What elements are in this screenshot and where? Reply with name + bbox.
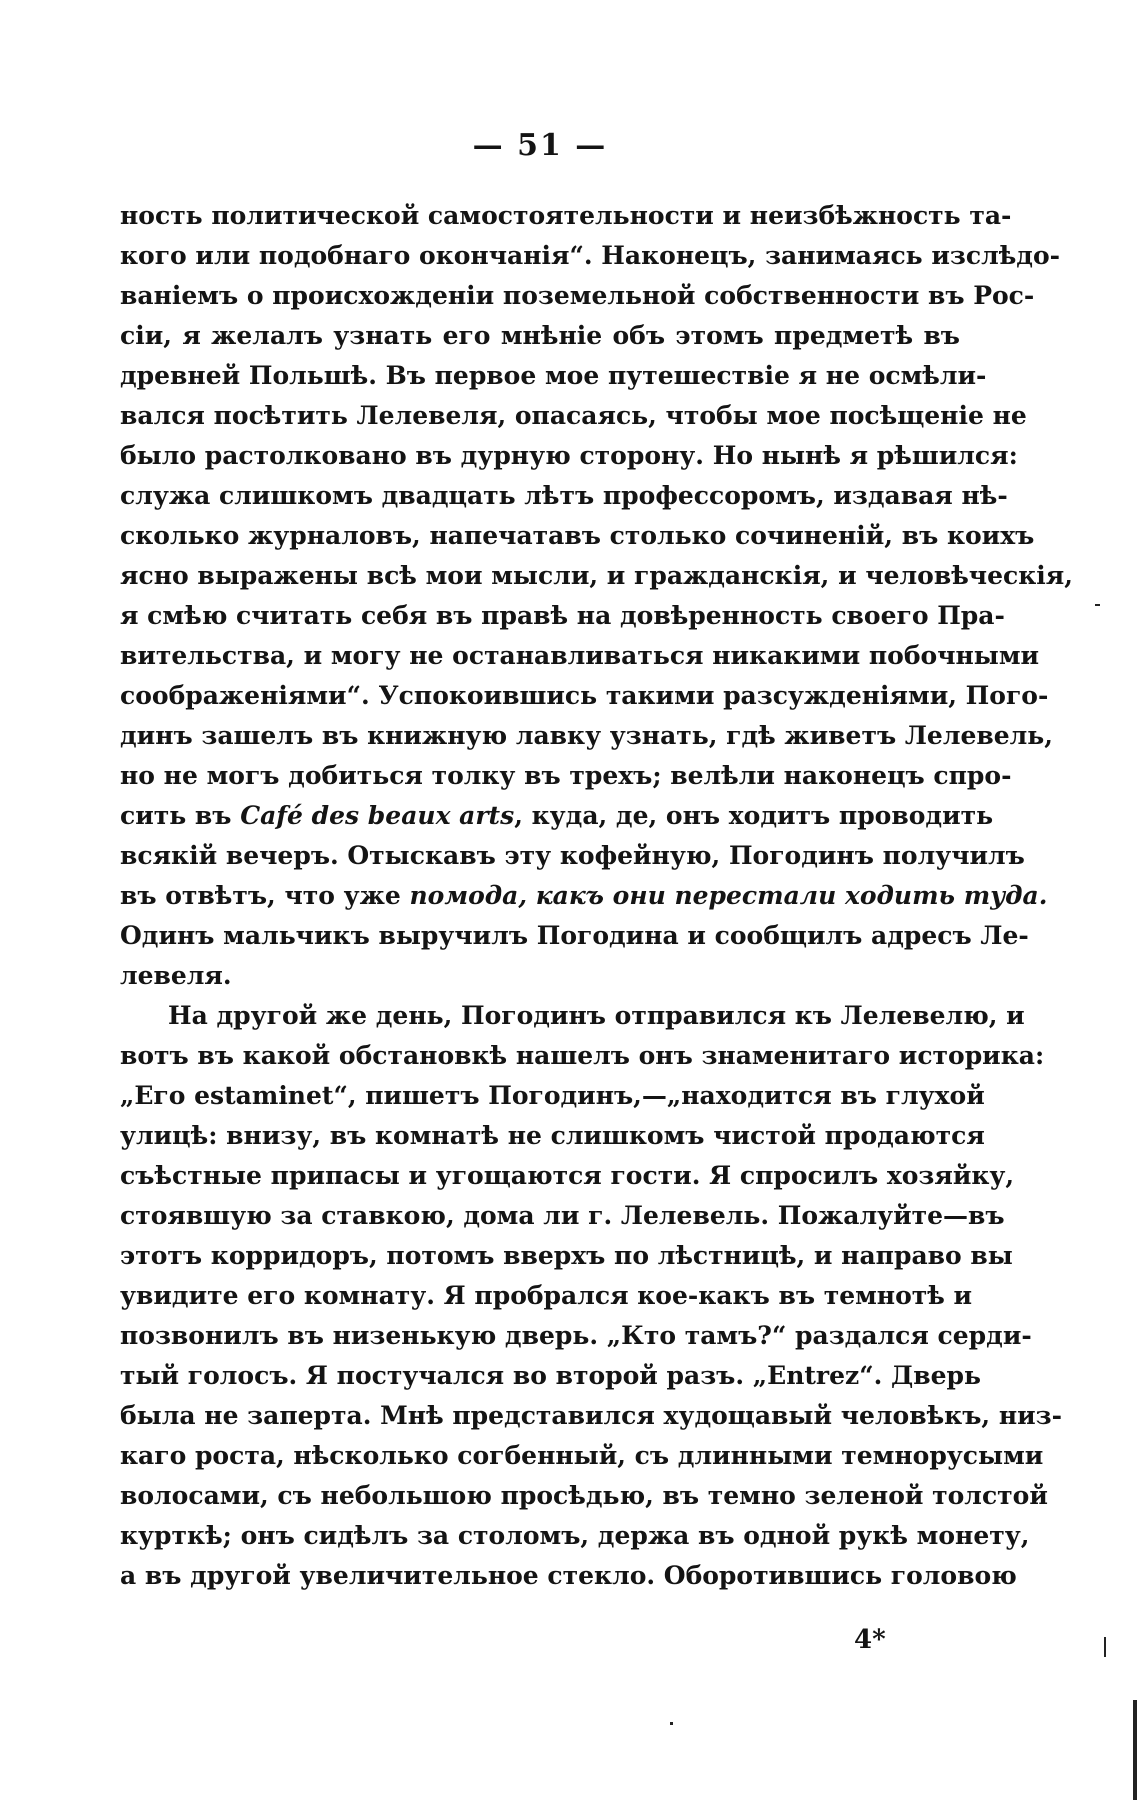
italic-quote: помода, какъ они перестали ходить туда. — [409, 881, 1048, 910]
italic-cafe-name: Café des beaux arts — [240, 801, 515, 830]
paragraph-start-line: На другой же день, Погодинъ отправился къ Лелевелю, и — [168, 1001, 1025, 1030]
scan-edge-mark — [1133, 1700, 1137, 1800]
text-line: каго роста, нѣсколько согбенный, съ длинными темнорусыми — [120, 1441, 1044, 1470]
text-line: древней Польшѣ. Въ первое мое путешествіе я не осмѣли- — [120, 361, 987, 390]
text-line: этотъ корридоръ, потомъ вверхъ по лѣстницѣ, и направо вы — [120, 1241, 1013, 1270]
scan-edge-mark — [1095, 604, 1100, 606]
body-text — [120, 196, 1073, 1596]
text-line: Одинъ мальчикъ выручилъ Погодина и сообщилъ адресъ Ле- — [120, 921, 1029, 950]
text-line: всякій вечеръ. Отыскавъ эту кофейную, Погодинъ получилъ — [120, 841, 1025, 870]
text-line: „Его estaminet“, пишетъ Погодинъ,—„находится въ глухой — [120, 1081, 985, 1110]
text-line: я смѣю считать себя въ правѣ на довѣренность своего Пра- — [120, 601, 1005, 630]
text-line: улицѣ: внизу, въ комнатѣ не слишкомъ чистой продаются — [120, 1121, 985, 1150]
text-line: съѣстные припасы и угощаются гости. Я спросилъ хозяйку, — [120, 1161, 1015, 1190]
text-line: соображеніями“. Успокоившись такими разсужденіями, Пого- — [120, 681, 1049, 710]
text-line: стоявшую за ставкою, дома ли г. Лелевель. Пожалуйте—въ — [120, 1201, 1005, 1230]
text-line: сколько журналовъ, напечатавъ столько сочиненій, въ коихъ — [120, 521, 1035, 550]
text-line: ясно выражены всѣ мои мысли, и гражданскія, и человѣческія, — [120, 561, 1073, 590]
scan-edge-mark — [670, 1722, 673, 1725]
text-line: сить въ Café des beaux arts, куда, де, онъ ходитъ проводить — [120, 801, 994, 830]
text-line: вотъ въ какой обстановкѣ нашелъ онъ знаменитаго историка: — [120, 1041, 1045, 1070]
signature-mark: 4* — [854, 1625, 886, 1655]
text-line: ность политической самостоятельности и неизбѣжность та- — [120, 201, 1012, 230]
text-line: но не могъ добиться толку въ трехъ; велѣли наконецъ спро- — [120, 761, 1012, 790]
text-line: было растолковано въ дурную сторону. Но нынѣ я рѣшился: — [120, 441, 1018, 470]
text-line: служа слишкомъ двадцать лѣтъ профессоромъ, издавая нѣ- — [120, 481, 1008, 510]
text-line: а въ другой увеличительное стекло. Оборотившись головою — [120, 1561, 1017, 1590]
text-line: была не заперта. Мнѣ представился худощавый человѣкъ, низ- — [120, 1401, 1062, 1430]
text-line: курткѣ; онъ сидѣлъ за столомъ, держа въ одной рукѣ монету, — [120, 1521, 1030, 1550]
text-line: въ отвѣтъ, что уже помода, какъ они перестали ходить туда. — [120, 881, 1048, 910]
text-line: сіи, я желалъ узнать его мнѣніе объ этомъ предметѣ въ — [120, 321, 960, 350]
text-line: вался посѣтить Лелевеля, опасаясь, чтобы мое посѣщеніе не — [120, 401, 1027, 430]
text-line: волосами, съ небольшою просѣдью, въ темно зеленой толстой — [120, 1481, 1048, 1510]
text-line: кого или подобнаго окончанія“. Наконецъ, занимаясь изслѣдо- — [120, 241, 1060, 270]
scan-edge-mark — [1104, 1637, 1106, 1657]
text-line: динъ зашелъ въ книжную лавку узнать, гдѣ живетъ Лелевель, — [120, 721, 1053, 750]
text-line: ваніемъ о происхожденіи поземельной собственности въ Рос- — [120, 281, 1035, 310]
text-line: позвонилъ въ низенькую дверь. „Кто тамъ?“ раздался серди- — [120, 1321, 1032, 1350]
text-line: вительства, и могу не останавливаться никакими побочными — [120, 641, 1040, 670]
text-line: тый голосъ. Я постучался во второй разъ. „Entrez“. Дверь — [120, 1361, 981, 1390]
text-line: увидите его комнату. Я пробрался кое-какъ въ темнотѣ и — [120, 1281, 973, 1310]
page-number: — 51 — — [472, 128, 608, 163]
text-line: левеля. — [120, 961, 232, 990]
